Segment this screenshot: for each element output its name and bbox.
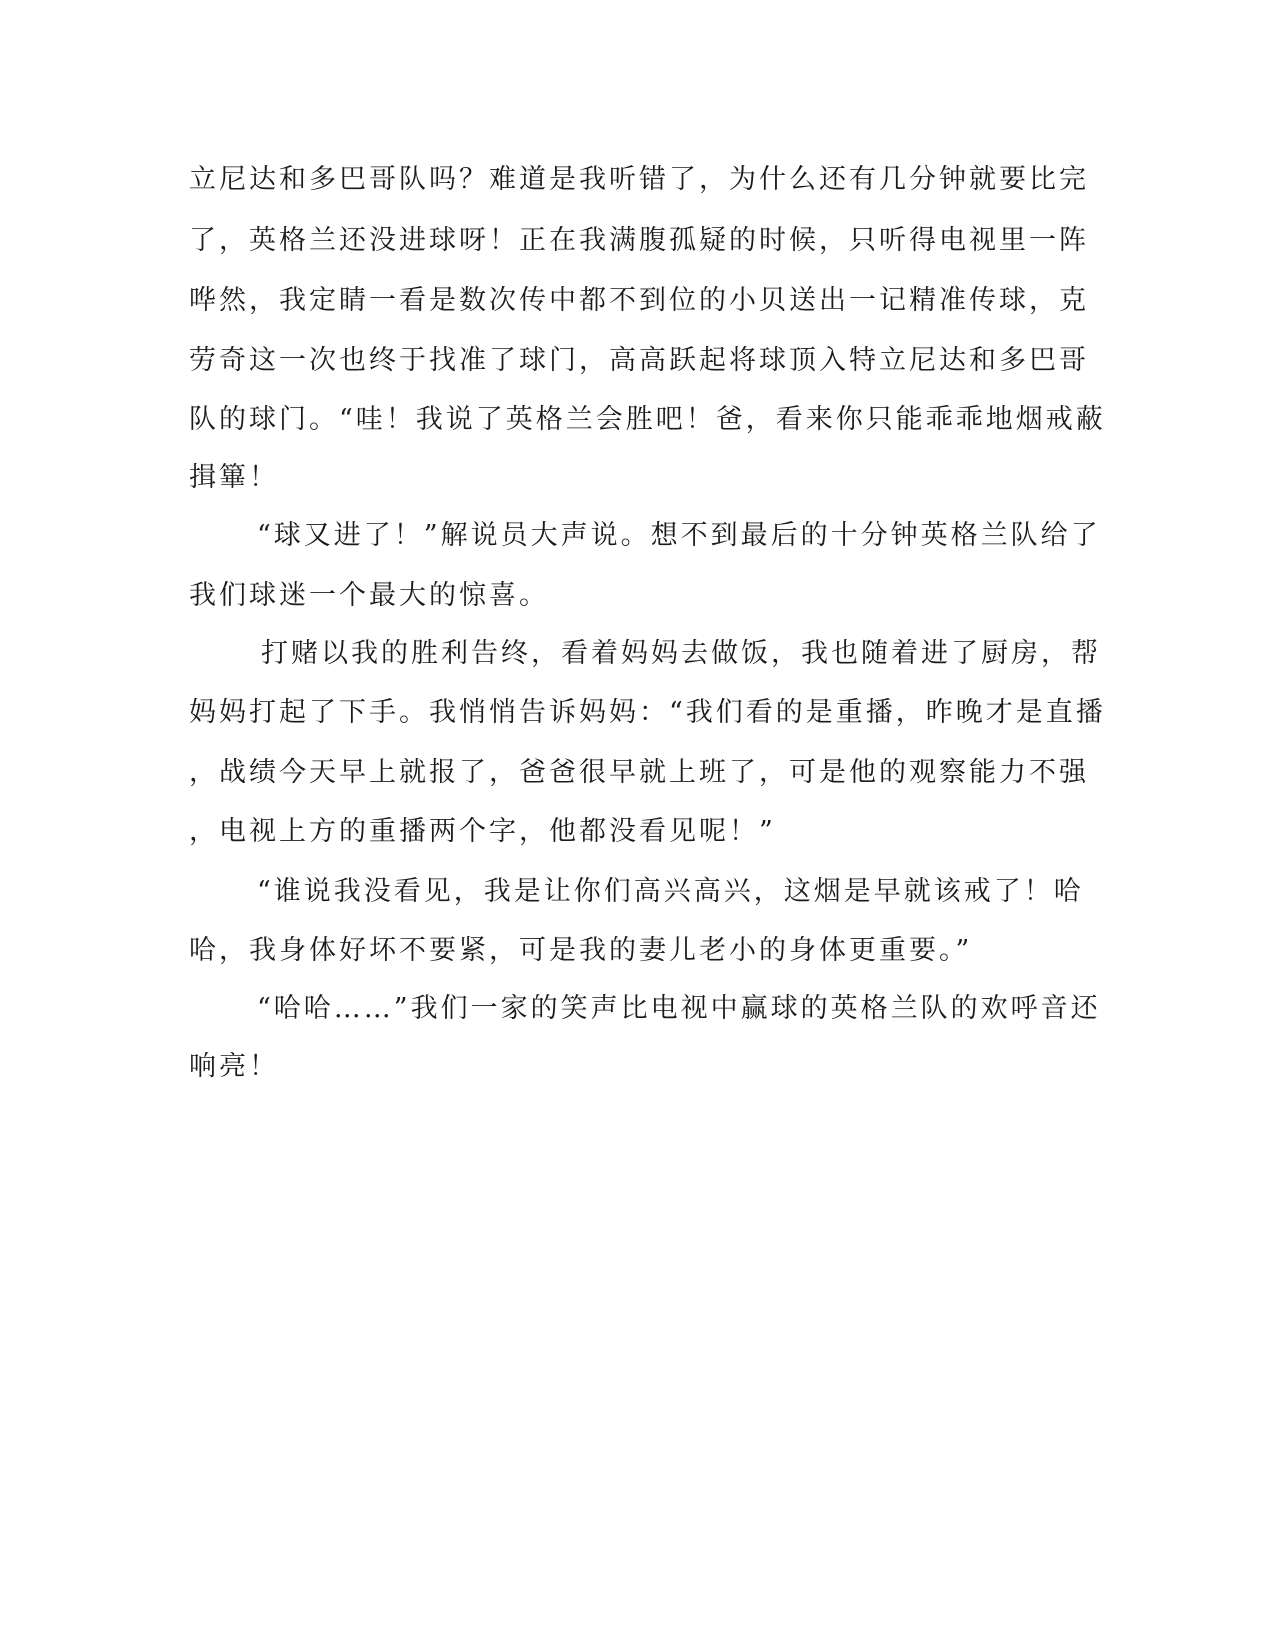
text-line: ，电视上方的重播两个字，他都没看见呢！” <box>189 816 776 847</box>
text-line: 我们球迷一个最大的惊喜。 <box>189 580 549 611</box>
text-line: 揖篳！ <box>189 462 279 493</box>
text-line: 哗然，我定睛一看是数次传中都不到位的小贝送出一记精准传球，克 <box>189 285 1089 316</box>
text-line: “谁说我没看见，我是让你们高兴高兴，这烟是早就该戒了！哈 <box>257 876 1084 907</box>
text-line: “球又进了！”解说员大声说。想不到最后的十分钟英格兰队给了 <box>257 520 1101 551</box>
text-line: “哈哈……”我们一家的笑声比电视中赢球的英格兰队的欢呼音还 <box>257 993 1101 1024</box>
text-line: 了，英格兰还没进球呀！正在我满腹孤疑的时候，只听得电视里一阵 <box>189 225 1089 256</box>
text-line: 打赌以我的胜利告终，看着妈妈去做饭，我也随着进了厨房，帮 <box>261 638 1101 669</box>
text-line: 哈，我身体好坏不要紧，可是我的妻儿老小的身体更重要。” <box>189 935 973 966</box>
text-line: 队的球门。“哇！我说了英格兰会胜吧！爸，看来你只能乖乖地烟戒蔽 <box>189 404 1106 435</box>
text-line: 劳奇这一次也终于找准了球门，高高跃起将球顶入特立尼达和多巴哥 <box>189 345 1089 376</box>
text-line: 响亮！ <box>189 1051 279 1082</box>
text-line: ，战绩今天早上就报了，爸爸很早就上班了，可是他的观察能力不强 <box>189 757 1089 788</box>
text-line: 立尼达和多巴哥队吗？难道是我听错了，为什么还有几分钟就要比完 <box>189 164 1089 195</box>
text-line: 妈妈打起了下手。我悄悄告诉妈妈：“我们看的是重播，昨晚才是直播 <box>189 697 1106 728</box>
